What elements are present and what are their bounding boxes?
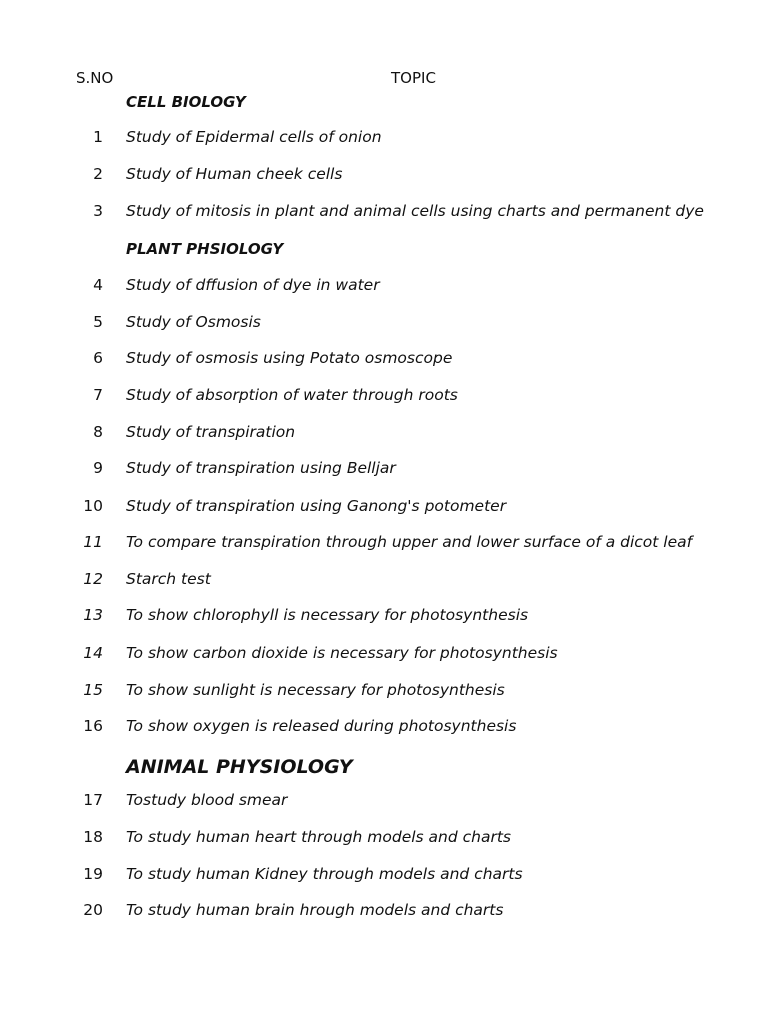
- row-number: 13: [83, 606, 103, 624]
- row-topic: Study of dffusion of dye in water: [126, 276, 380, 294]
- row-topic: Starch test: [126, 570, 211, 588]
- row-topic: To show chlorophyll is necessary for photosynthesis: [126, 606, 529, 624]
- row-number: 3: [93, 202, 103, 220]
- row-number: 1: [93, 128, 103, 146]
- sno-column-header: S.NO: [76, 69, 114, 87]
- row-number: 8: [93, 423, 103, 441]
- row-number: 2: [93, 165, 103, 183]
- table-row: [0, 202, 768, 224]
- row-topic: Study of Epidermal cells of onion: [126, 128, 382, 146]
- row-topic: To show oxygen is released during photosynthesis: [126, 717, 517, 735]
- row-topic: To study human brain hrough models and charts: [126, 901, 504, 919]
- row-topic: Study of transpiration: [126, 423, 296, 441]
- row-number: 7: [93, 386, 103, 404]
- table-row: [0, 459, 768, 481]
- table-row: [0, 570, 768, 592]
- row-topic: Tostudy blood smear: [126, 791, 288, 809]
- row-topic: Study of Osmosis: [126, 313, 261, 331]
- table-row: [0, 349, 768, 371]
- table-row: [0, 865, 768, 887]
- row-topic: To study human Kidney through models and charts: [126, 865, 523, 883]
- row-number: 5: [93, 313, 103, 331]
- row-topic: Study of osmosis using Potato osmoscope: [126, 349, 453, 367]
- row-topic: To show carbon dioxide is necessary for photosynthesis: [126, 644, 558, 662]
- row-number: 20: [83, 901, 103, 919]
- topic-column-header: TOPIC: [391, 69, 436, 87]
- table-row: [0, 313, 768, 335]
- table-row: [0, 717, 768, 739]
- section-heading-cell-biology: CELL BIOLOGY: [126, 93, 246, 111]
- row-number: 14: [83, 644, 103, 662]
- table-row: [0, 128, 768, 150]
- row-topic: Study of transpiration using Ganong's potometer: [126, 497, 507, 515]
- table-row: [0, 533, 768, 555]
- row-number: 6: [93, 349, 103, 367]
- row-number: 17: [83, 791, 103, 809]
- row-number: 9: [93, 459, 103, 477]
- table-row: [0, 386, 768, 408]
- row-topic: Study of mitosis in plant and animal cells using charts and permanent dye: [126, 202, 704, 220]
- table-row: [0, 901, 768, 923]
- row-topic: To study human heart through models and charts: [126, 828, 512, 846]
- section-heading-animal-physiology: ANIMAL PHYSIOLOGY: [126, 756, 353, 778]
- table-row: [0, 276, 768, 298]
- section-heading-plant-physiology: PLANT PHSIOLOGY: [126, 240, 284, 258]
- table-row: [0, 606, 768, 628]
- row-number: 10: [83, 497, 103, 515]
- row-number: 11: [83, 533, 103, 551]
- table-row: [0, 165, 768, 187]
- row-number: 19: [83, 865, 103, 883]
- row-topic: Study of absorption of water through roots: [126, 386, 458, 404]
- row-number: 18: [83, 828, 103, 846]
- table-row: [0, 423, 768, 445]
- row-topic: To show sunlight is necessary for photosynthesis: [126, 681, 505, 699]
- row-number: 12: [83, 570, 103, 588]
- row-topic: To compare transpiration through upper and lower surface of a dicot leaf: [126, 533, 693, 551]
- table-row: [0, 681, 768, 703]
- table-row: [0, 644, 768, 666]
- row-number: 4: [93, 276, 103, 294]
- row-topic: Study of transpiration using Belljar: [126, 459, 396, 477]
- table-row: [0, 791, 768, 813]
- row-number: 16: [83, 717, 103, 735]
- row-number: 15: [83, 681, 103, 699]
- table-row: [0, 497, 768, 519]
- row-topic: Study of Human cheek cells: [126, 165, 343, 183]
- table-row: [0, 828, 768, 850]
